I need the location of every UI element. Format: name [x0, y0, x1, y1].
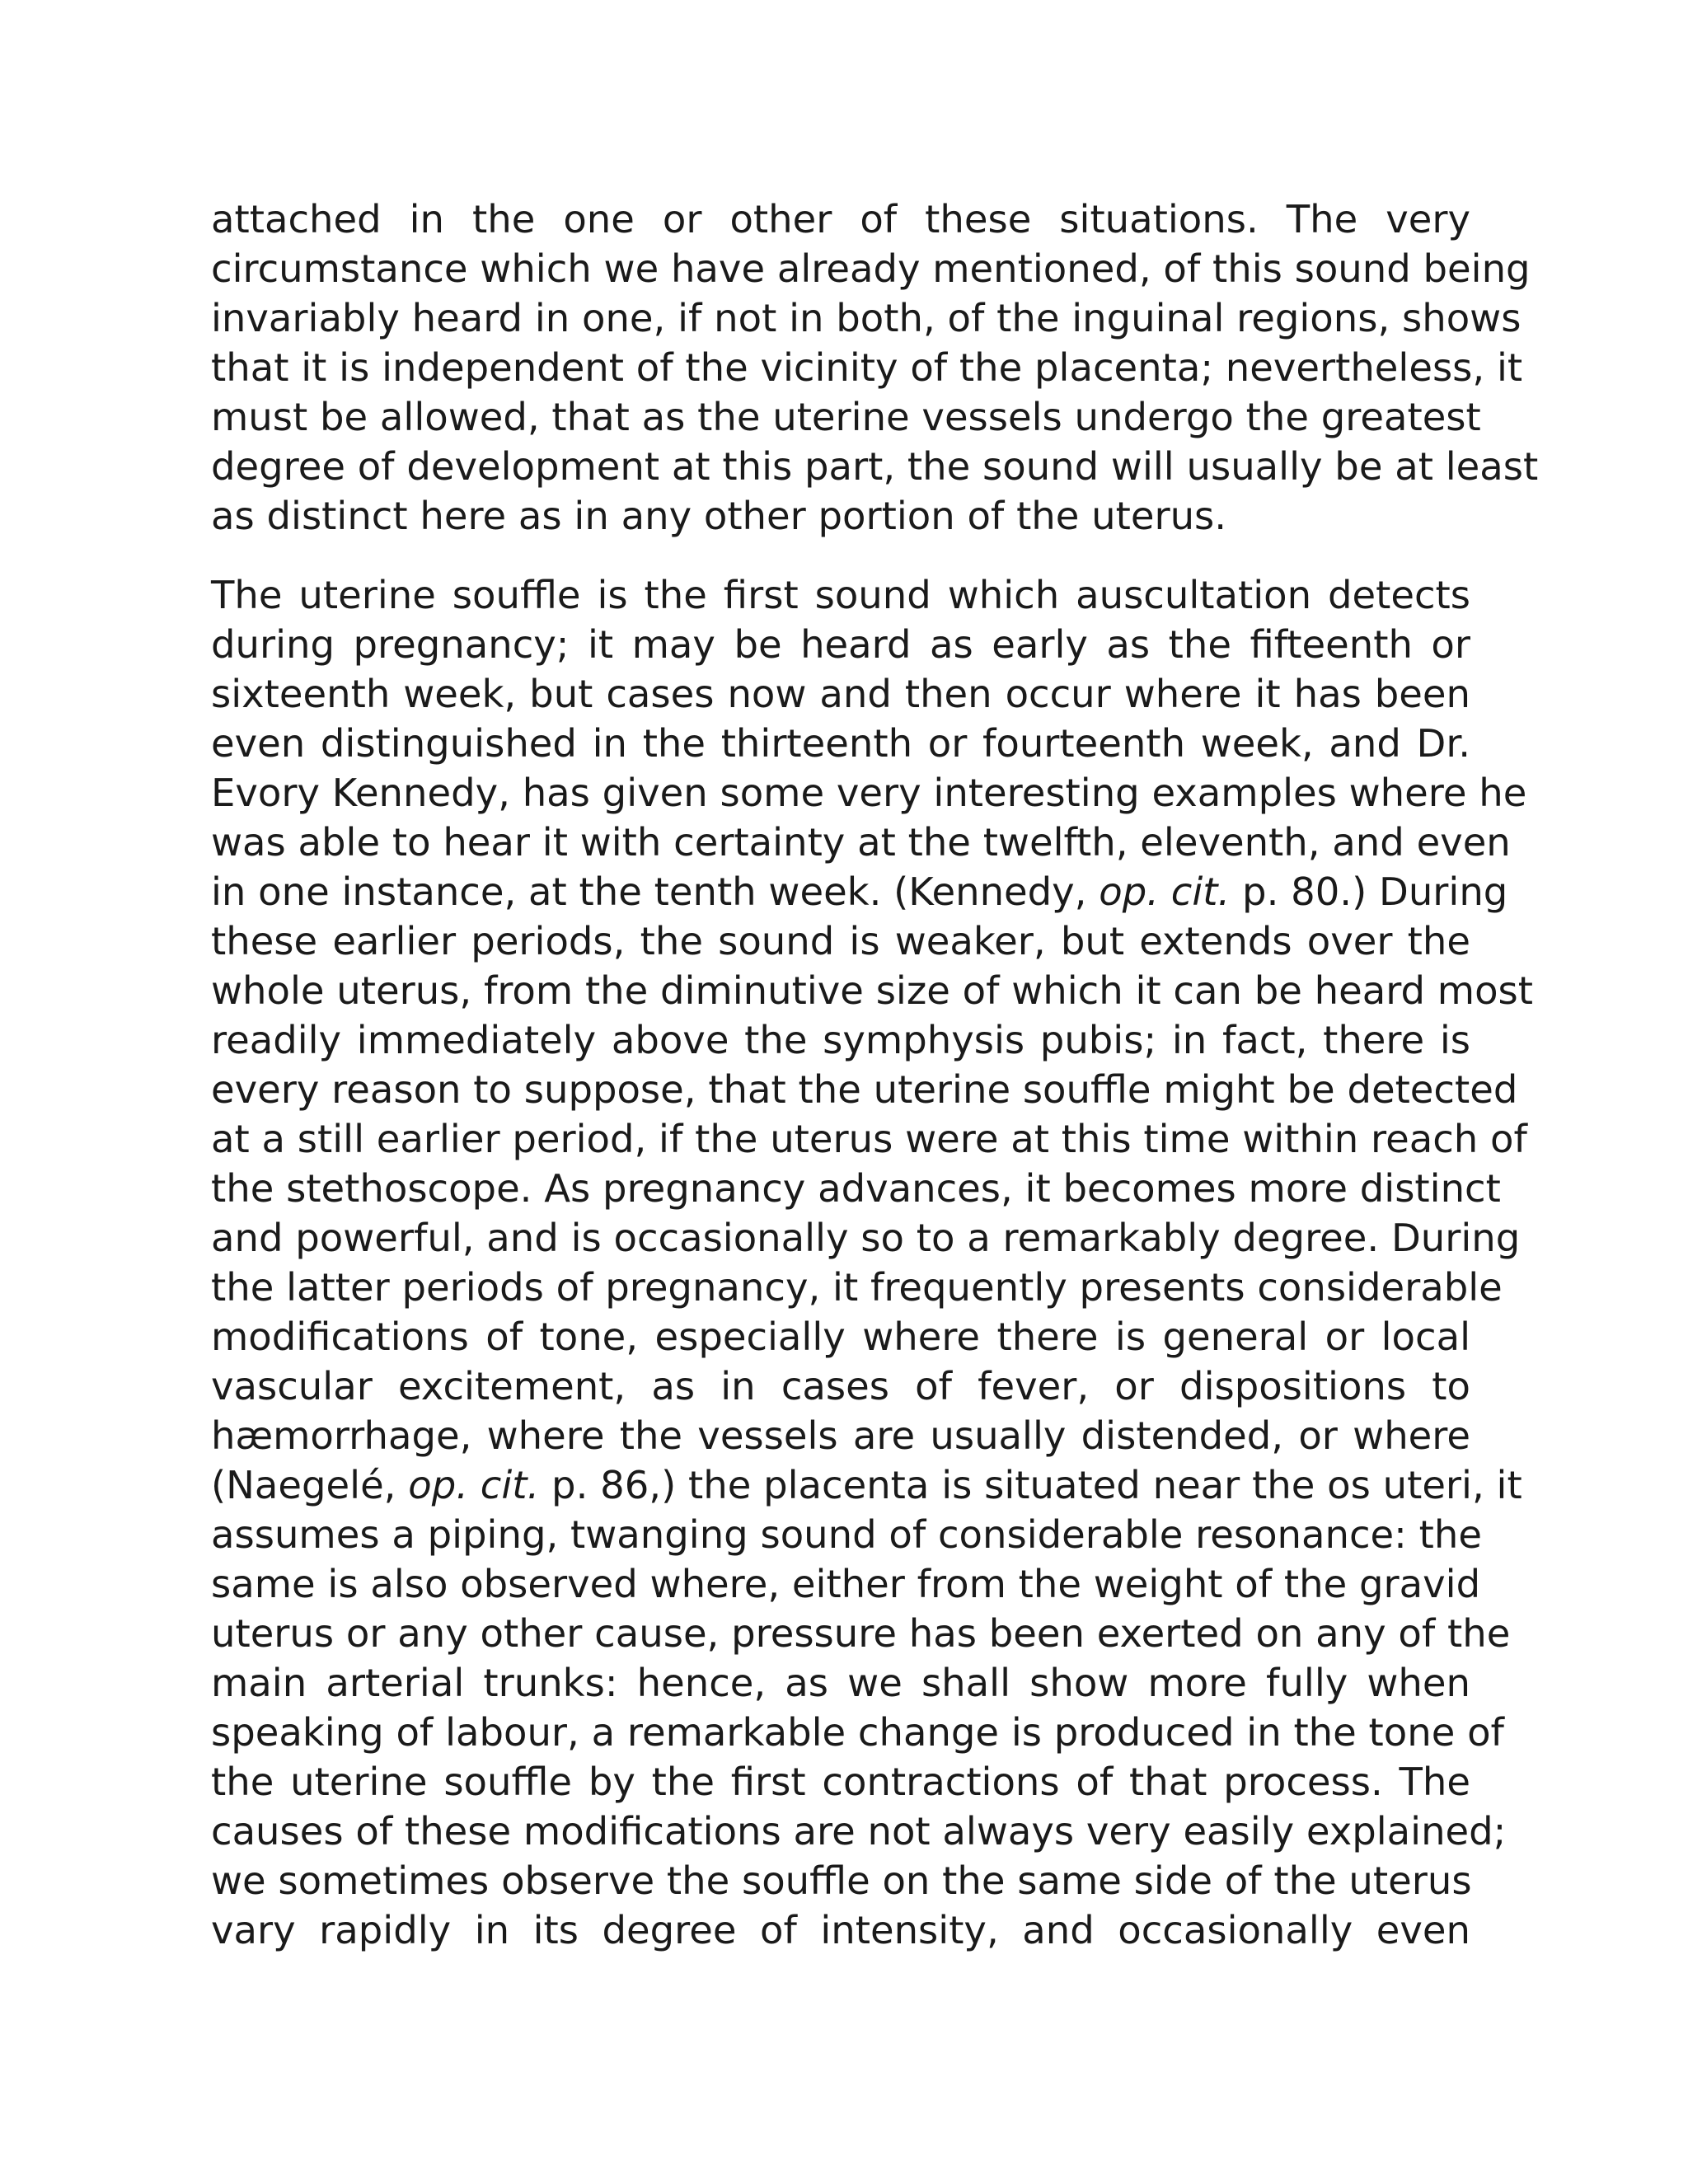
citation-italic: op. cit.: [1099, 869, 1231, 914]
text-line: was able to hear it with certainty at the twelfth, eleventh, and even: [211, 820, 1511, 865]
text-line: modifications of tone, especially where there is general or local: [211, 1315, 1470, 1359]
text-line: whole uterus, from the diminutive size of which it can be heard most: [211, 968, 1534, 1013]
text-line: every reason to suppose, that the uterine souffle might be detected: [211, 1067, 1518, 1112]
text-line: these earlier periods, the sound is weaker, but extends over the: [211, 919, 1470, 963]
text-line: main arterial trunks: hence, as we shall show more fully when: [211, 1661, 1470, 1705]
citation-suffix: p. 86,) the placenta is situated near the os uteri, it: [539, 1463, 1522, 1507]
text-line: we sometimes observe the souffle on the same side of the uterus: [211, 1858, 1472, 1903]
text-line: the stethoscope. As pregnancy advances, it becomes more distinct: [211, 1166, 1501, 1211]
text-line: invariably heard in one, if not in both, of the inguinal regions, shows: [211, 296, 1522, 340]
text-line: must be allowed, that as the uterine vessels undergo the greatest: [211, 395, 1481, 439]
text-line: and powerful, and is occasionally so to a remarkably degree. During: [211, 1216, 1521, 1260]
text-line: the latter periods of pregnancy, it frequently presents considerable: [211, 1265, 1503, 1310]
text-line: sixteenth week, but cases now and then occur where it has been: [211, 672, 1470, 716]
text-line: speaking of labour, a remarkable change is produced in the tone of: [211, 1710, 1504, 1755]
citation-suffix: p. 80.) During: [1230, 869, 1508, 914]
text-line-citation: [211, 1460, 1522, 1510]
text-line: that it is independent of the vicinity of the placenta; nevertheless, it: [211, 345, 1523, 390]
text-line: vary rapidly in its degree of intensity, and occasionally even: [211, 1908, 1470, 1952]
citation-prefix: (Naegelé,: [211, 1463, 409, 1507]
text-line: degree of development at this part, the sound will usually be at least: [211, 444, 1539, 489]
text-line: Evory Kennedy, has given some very interesting examples where he: [211, 771, 1527, 815]
text-line: at a still earlier period, if the uterus were at this time within reach of: [211, 1117, 1527, 1161]
text-line: assumes a piping, twanging sound of considerable resonance: the: [211, 1512, 1482, 1557]
text-line: even distinguished in the thirteenth or fourteenth week, and Dr.: [211, 721, 1470, 766]
text-line: during pregnancy; it may be heard as early as the fifteenth or: [211, 622, 1470, 667]
citation-prefix: in one instance, at the tenth week. (Kennedy,: [211, 869, 1100, 914]
page-body: [211, 194, 1539, 1985]
text-line: uterus or any other cause, pressure has been exerted on any of the: [211, 1611, 1511, 1656]
text-line: causes of these modifications are not always very easily explained;: [211, 1809, 1507, 1854]
text-line: vascular excitement, as in cases of fever, or dispositions to: [211, 1364, 1470, 1408]
text-line: the uterine souffle by the first contractions of that process. The: [211, 1760, 1470, 1804]
text-line: The uterine souffle is the first sound which auscultation detects: [211, 573, 1470, 617]
paragraph-2: [211, 570, 1534, 1955]
text-line: hæmorrhage, where the vessels are usually distended, or where: [211, 1413, 1470, 1458]
paragraph-1: [211, 194, 1539, 541]
citation-italic: op. cit.: [408, 1463, 540, 1507]
text-line: circumstance which we have already mentioned, of this sound being: [211, 246, 1531, 291]
text-line: same is also observed where, either from the weight of the gravid: [211, 1562, 1481, 1606]
text-line: as distinct here as in any other portion of the uterus.: [211, 494, 1227, 538]
text-line: attached in the one or other of these situations. The very: [211, 197, 1470, 241]
text-line-citation: [211, 867, 1508, 916]
text-line: readily immediately above the symphysis pubis; in fact, there is: [211, 1018, 1470, 1062]
